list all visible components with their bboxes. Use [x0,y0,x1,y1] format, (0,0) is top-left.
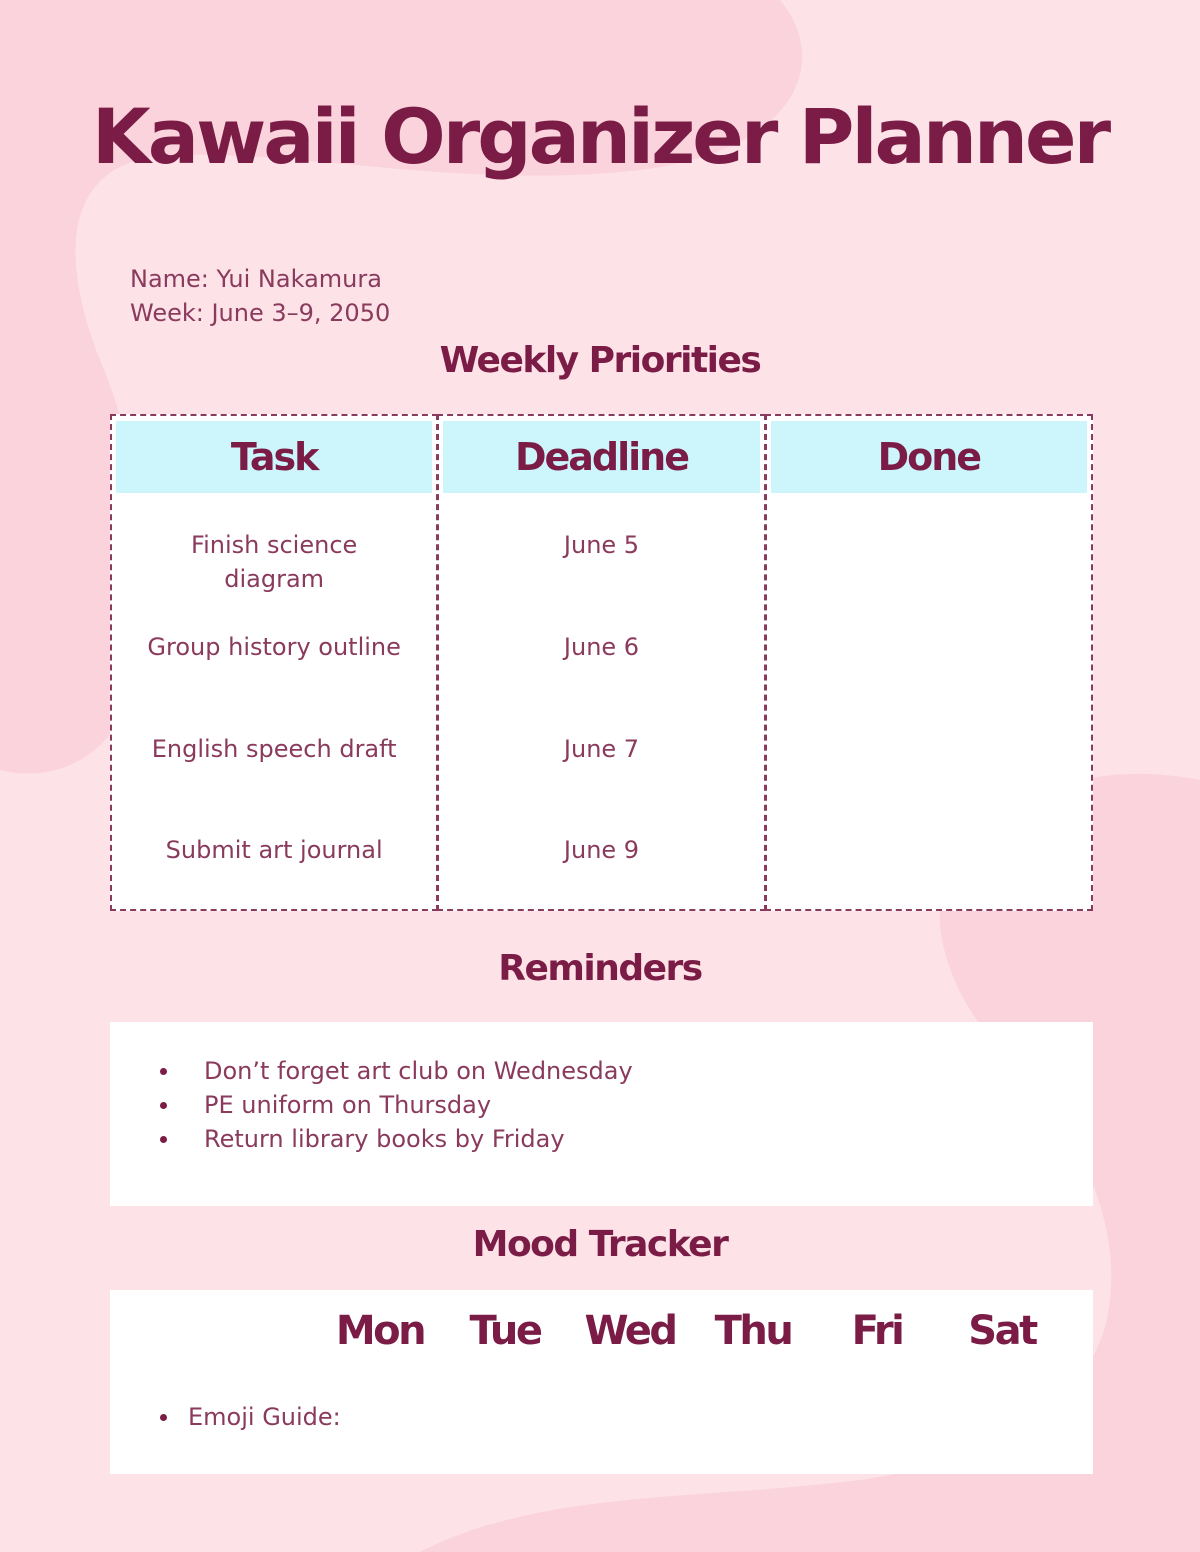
list-item [160,1088,633,1122]
weekly-priorities-table [110,414,1093,911]
reminder-text: Don’t forget art club on Wednesday [204,1057,633,1085]
done-column-header: Done [771,421,1087,493]
day-thu: Thu [714,1308,792,1354]
task-cell: Finish science diagram [191,531,358,593]
bullet-dot-icon [160,1136,167,1143]
done-column[interactable] [765,414,1093,911]
emoji-guide-label: Emoji Guide: [188,1403,341,1431]
week-line: Week: June 3–9, 2050 [130,299,391,327]
reminder-text: Return library books by Friday [204,1125,565,1153]
day-wed: Wed [584,1308,676,1354]
bullet-dot-icon [160,1414,167,1421]
mood-tracker-card [110,1290,1093,1474]
task-column-header: Task [116,421,432,493]
bullet-dot-icon [160,1068,167,1075]
reminders-heading: Reminders [498,948,702,989]
name-line: Name: Yui Nakamura [130,265,382,293]
reminder-text: PE uniform on Thursday [204,1091,492,1119]
bullet-dot-icon [160,1102,167,1109]
deadline-cell: June 5 [563,531,640,559]
task-column [110,414,438,911]
list-item [160,1122,633,1156]
deadline-column [437,414,765,911]
reminders-list [160,1054,633,1156]
day-tue: Tue [469,1308,541,1354]
deadline-column-header: Deadline [443,421,759,493]
list-item [160,1054,633,1088]
task-cell: English speech draft [151,735,397,763]
deadline-cell: June 6 [563,633,640,661]
page-title: Kawaii Organizer Planner [91,92,1109,181]
emoji-guide [160,1400,341,1434]
reminders-card [110,1022,1093,1206]
planner-meta [130,262,390,330]
day-fri: Fri [851,1308,903,1354]
weekly-priorities-heading: Weekly Priorities [439,340,761,381]
day-sat: Sat [968,1308,1036,1354]
deadline-cell: June 7 [563,735,640,763]
task-cell: Submit art journal [165,836,383,864]
task-cell: Group history outline [147,633,401,661]
day-mon: Mon [335,1308,425,1354]
deadline-cell: June 9 [563,836,640,864]
mood-tracker-heading: Mood Tracker [472,1224,728,1265]
